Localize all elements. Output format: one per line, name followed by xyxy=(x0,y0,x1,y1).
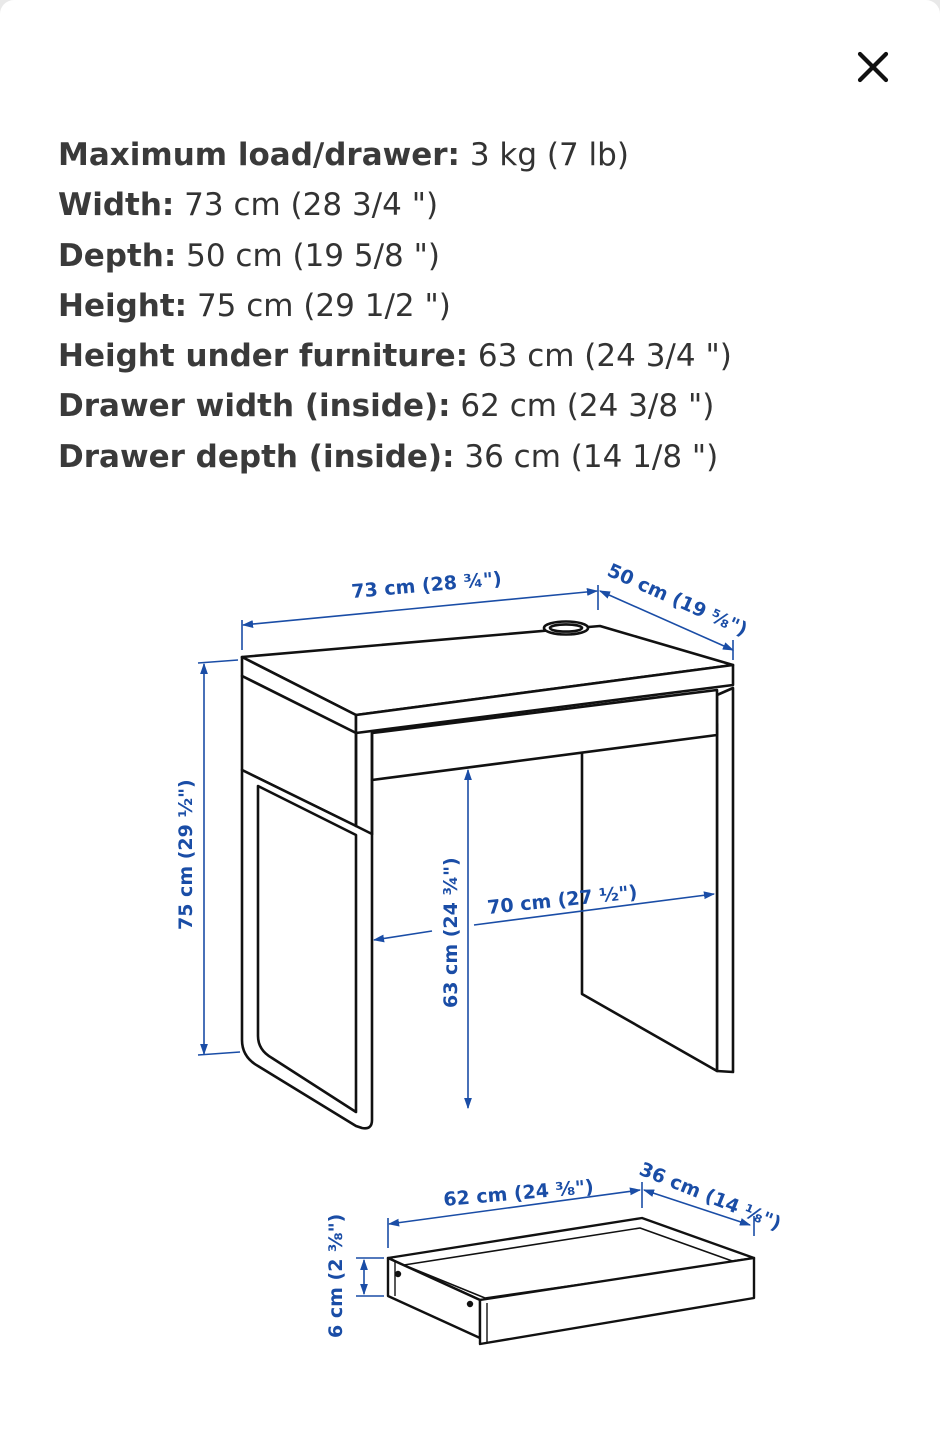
inner-width-label: 70 cm (27 ½") xyxy=(486,881,639,919)
spec-value: 50 cm (19 5/8 ") xyxy=(186,237,440,274)
spec-value: 73 cm (28 3/4 ") xyxy=(184,187,439,224)
spec-value: 75 cm (29 1/2 ") xyxy=(196,287,451,324)
desk-drawing xyxy=(242,622,733,1129)
spec-label: Drawer width (inside): xyxy=(58,388,451,425)
drawer-height-label: 6 cm (2 ⅜") xyxy=(325,1213,347,1338)
desk-height-label: 75 cm (29 ½") xyxy=(175,779,197,930)
spec-label: Drawer depth (inside): xyxy=(58,438,455,475)
drawer-width-label: 62 cm (24 ⅜") xyxy=(442,1175,595,1211)
spec-label: Maximum load/drawer: xyxy=(58,137,460,173)
spec-value: 3 kg (7 lb) xyxy=(469,137,629,173)
spec-label: Height: xyxy=(58,287,188,324)
drawer-depth-label: 36 cm (14 ⅛") xyxy=(636,1158,785,1236)
spec-label: Height under furniture: xyxy=(58,338,469,375)
desk-width-label: 73 cm (28 ¾") xyxy=(350,567,503,603)
drawer-drawing xyxy=(388,1218,754,1344)
spec-value: 62 cm (24 3/8 ") xyxy=(460,388,715,425)
under-height-label: 63 cm (24 ¾") xyxy=(440,857,462,1008)
spec-label: Depth: xyxy=(58,237,177,274)
desk-depth-label: 50 cm (19 ⅝") xyxy=(603,559,751,641)
spec-value: 63 cm (24 3/4 ") xyxy=(477,338,732,375)
spec-label: Width: xyxy=(58,187,175,224)
spec-value: 36 cm (14 1/8 ") xyxy=(464,438,719,475)
